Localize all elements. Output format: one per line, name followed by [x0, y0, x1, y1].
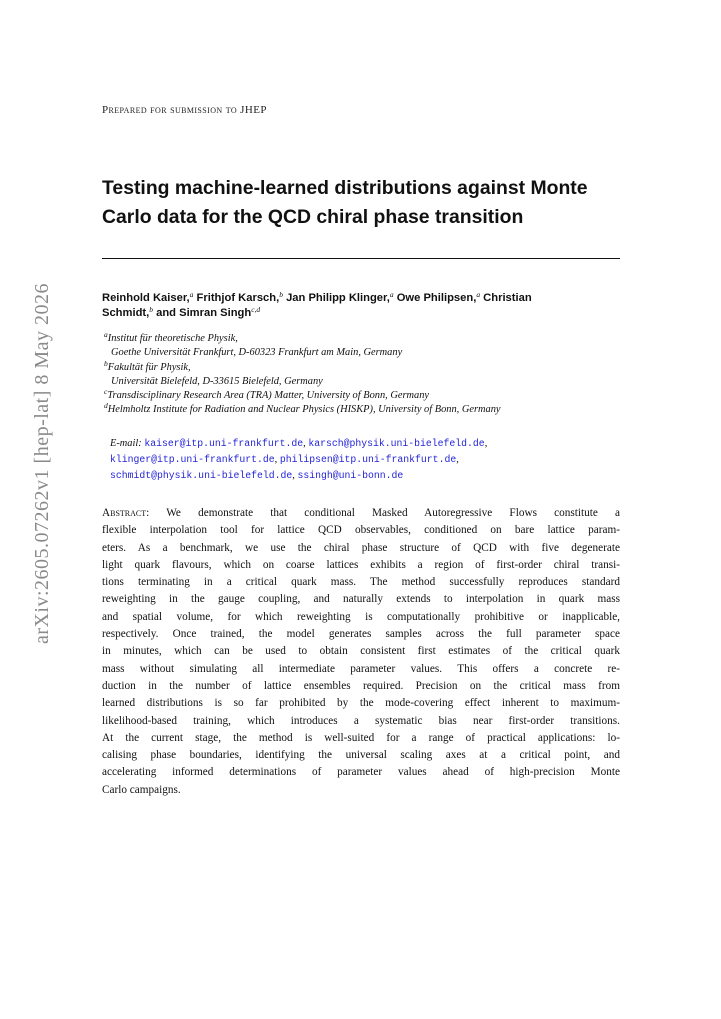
- abstract-line: duction in the number of lattice ensembles required. Precision on the critical mass from: [102, 679, 620, 692]
- email-block: [110, 436, 630, 484]
- author-line: [102, 291, 622, 306]
- author-mark: a: [476, 290, 481, 299]
- author-line: [102, 306, 622, 321]
- author-name-rest: Schmidt,: [102, 307, 150, 319]
- affiliation: [104, 358, 624, 390]
- author-mark: c,d: [251, 305, 261, 314]
- submission-note: Prepared for submission to JHEP: [102, 104, 267, 116]
- abstract-line: tions terminating in a critical quark mass. The method successfully reproduces standard: [102, 576, 620, 589]
- author-mark: b: [279, 290, 283, 299]
- abstract-line: light quark flavours, which on coarse lattices exhibits a region of first-order chiral transi-: [102, 558, 620, 571]
- title-line: Testing machine-learned distributions against Monte: [102, 177, 588, 199]
- abstract-heading: Abstract:: [102, 507, 150, 519]
- abstract-line: calising phase boundaries, identifying the universal scaling axes at a critical point, and: [102, 749, 620, 762]
- abstract-line: eters. As a benchmark, we use the chiral phase structure of QCD with five degenerate: [102, 541, 620, 554]
- affiliation: [104, 332, 624, 361]
- affiliation-line: Transdisciplinary Research Area (TRA) Matter, University of Bonn, Germany: [107, 390, 430, 402]
- abstract-line: in minutes, which can be used to obtain consistent first estimates of the critical quark: [102, 645, 620, 658]
- affiliation-list: [104, 332, 624, 418]
- abstract-line: accelerating informed determinations of parameter values ahead of high-precision Monte: [102, 766, 620, 779]
- abstract-line: Carlo campaigns.: [102, 783, 181, 796]
- abstract-line: reweighting in the gauge coupling, and naturally extends to interpolation in quark mass: [102, 593, 620, 606]
- title-line: Carlo data for the QCD chiral phase transition: [102, 206, 524, 228]
- abstract-line: and spatial volume, for which reweighting is computationally prohibitive or inapplicable,: [102, 610, 620, 623]
- author-name: Owe Philipsen,: [396, 292, 477, 304]
- paper-title: [102, 174, 622, 232]
- abstract-line: [102, 505, 620, 522]
- email-row: E-mail: kaiser@itp.uni-frankfurt.de, karsch@physik.uni-bielefeld.de,: [110, 438, 488, 449]
- title-rule: [102, 258, 620, 259]
- abstract-line: learned distributions is so far prohibited by the mode-covering effect inherent to maximum-: [102, 697, 620, 710]
- email-link[interactable]: schmidt@physik.uni-bielefeld.de: [110, 470, 293, 481]
- abstract-line: flexible interpolation tool for lattice QCD observables, conditioned on bare lattice param-: [102, 524, 620, 537]
- author-name-first: Christian: [483, 292, 532, 304]
- affiliation-line: Universität Bielefeld, D-33615 Bielefeld, Germany: [111, 375, 323, 387]
- author-mark: a: [389, 290, 394, 299]
- arxiv-identifier: arXiv:2605.07262v1 [hep-lat] 8 May 2026: [31, 282, 54, 644]
- email-row: klinger@itp.uni-frankfurt.de, philipsen@itp.uni-frankfurt.de,: [110, 454, 459, 465]
- author-name: Frithjof Karsch,: [196, 292, 280, 304]
- email-link[interactable]: klinger@itp.uni-frankfurt.de: [110, 454, 275, 465]
- affiliation-mark: b: [104, 358, 108, 368]
- author-mark: a: [189, 290, 194, 299]
- abstract-line: respectively. Once trained, the model generates samples across the full parameter space: [102, 628, 620, 641]
- arxiv-side-stamp: [13, 283, 73, 643]
- author-name: and Simran Singh: [156, 307, 252, 319]
- affiliation-mark: c: [104, 387, 108, 397]
- affiliation-mark: a: [104, 330, 108, 339]
- affiliation-line: Institut für theoretische Physik,: [107, 333, 238, 344]
- email-link[interactable]: kaiser@itp.uni-frankfurt.de: [144, 438, 304, 449]
- email-link[interactable]: philipsen@itp.uni-frankfurt.de: [279, 454, 457, 465]
- affiliation-mark: d: [104, 401, 108, 411]
- abstract-text: We demonstrate that conditional Masked Autoregressive Flows constitute a: [166, 507, 620, 519]
- affiliation-line: Fakultät für Physik,: [107, 361, 191, 373]
- email-row: schmidt@physik.uni-bielefeld.de, ssingh@uni-bonn.de: [110, 470, 404, 481]
- author-name: Reinhold Kaiser,: [102, 292, 190, 304]
- email-link[interactable]: ssingh@uni-bonn.de: [297, 470, 404, 481]
- affiliation-line: Helmholtz Institute for Radiation and Nuclear Physics (HISKP), University of Bonn, Germany: [107, 404, 501, 416]
- abstract-line: At the current stage, the method is well-suited for a range of practical applications: lo-: [102, 731, 620, 744]
- email-link[interactable]: karsch@physik.uni-bielefeld.de: [308, 438, 485, 449]
- author-list: [102, 291, 622, 321]
- author-mark: b: [149, 305, 153, 314]
- affiliation: [104, 389, 624, 403]
- affiliation-line: Goethe Universität Frankfurt, D-60323 Frankfurt am Main, Germany: [111, 347, 403, 359]
- abstract: [102, 505, 620, 799]
- email-label: E-mail:: [110, 438, 142, 449]
- author-name: Jan Philipp Klinger,: [286, 292, 390, 304]
- abstract-line: mass without simulating all intermediate parameter values. This offers a concrete re-: [102, 662, 620, 675]
- abstract-line: likelihood-based training, which introduces a systematic bias near first-order transitions.: [102, 714, 620, 727]
- affiliation: [104, 403, 624, 417]
